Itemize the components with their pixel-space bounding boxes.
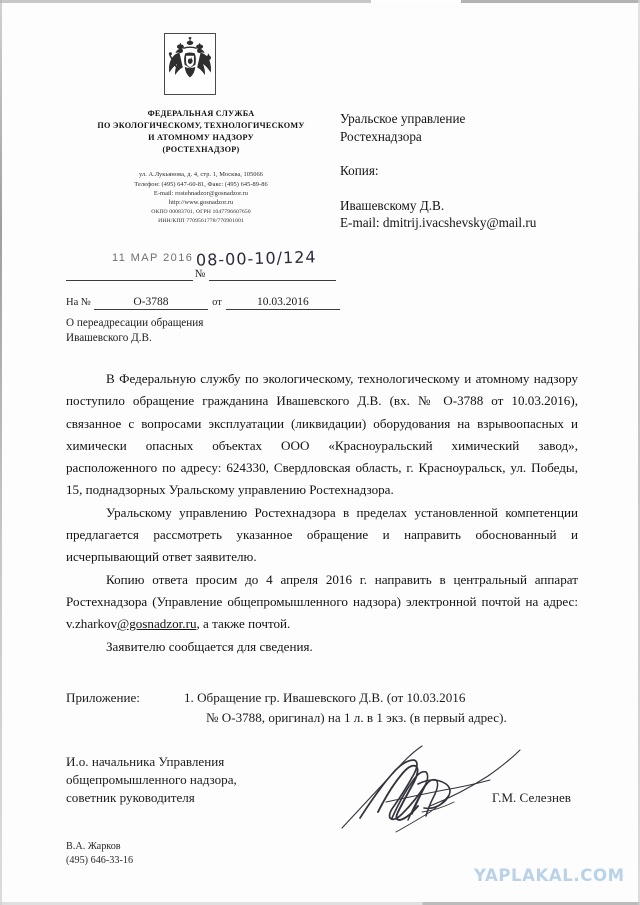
addressee-copy-email: E-mail: dmitrij.ivacshevsky@mail.ru (340, 215, 537, 230)
handwritten-signature (330, 740, 530, 835)
letterhead-okpo: ОКПО 00083701, ОГРН 1047796607650 (151, 208, 251, 215)
in-reply-number: О-3788 (94, 296, 208, 310)
subject-line-2: Ивашевского Д.В. (66, 331, 152, 344)
in-reply-date: 10.03.2016 (226, 296, 340, 310)
signatory-title-line-1: И.о. начальника Управления (66, 754, 225, 769)
russian-coat-of-arms-icon (164, 33, 216, 95)
subject-block (66, 316, 346, 345)
letterhead-title-line-1: ФЕДЕРАЛЬНАЯ СЛУЖБА (147, 109, 255, 118)
registration-number-rule (209, 270, 336, 281)
letterhead-phone: Телефон: (495) 647-60-81, Факс: (495) 645-89-86 (134, 180, 268, 188)
body-email-link[interactable]: @gosnadzor.ru (117, 616, 197, 632)
subject-line-1: О переадресации обращения (66, 317, 204, 329)
letterhead-email: E-mail: rostehnadzor@gosnadzor.ru (153, 189, 249, 197)
letterhead-inn-kpp: ИНН/КПП 7709561778/770901001 (158, 217, 244, 224)
watermark: YAPLAKAL.COM (474, 866, 625, 885)
attachment-content (184, 688, 578, 727)
registration-number-label: № (194, 268, 206, 280)
executor-phone: (495) 646-33-16 (66, 854, 134, 866)
attachment-line-2: № О-3788, оригинал) на 1 л. в 1 экз. (в первый адрес). (206, 709, 507, 725)
addressee-primary-line-1: Уральское управление (340, 111, 466, 126)
addressee-copy-label: Копия: (340, 163, 379, 178)
letterhead-title (72, 108, 330, 156)
letterhead-title-line-2: ПО ЭКОЛОГИЧЕСКОМУ, ТЕХНОЛОГИЧЕСКОМУ (97, 121, 305, 131)
in-reply-to-row (66, 296, 340, 310)
body-paragraph-3 (66, 569, 578, 636)
registration-number-row (66, 268, 336, 281)
registration-number-handwritten: 08-00-10/124 (195, 247, 317, 270)
addressee-spacer-2 (340, 180, 610, 197)
signatory-title-line-3: советник руководителя (66, 789, 195, 805)
signatory-title (66, 753, 237, 806)
letterhead-address: ул. А.Лукьянова, д. 4, стр. 1, Москва, 105066 (139, 171, 263, 179)
attachment-label: Приложение: (66, 690, 140, 705)
body-paragraph-3-text: Копию ответа просим до 4 апреля 2016 г. направить в центральный аппарат Ростехнадзора (Управление общепромышленного надзора) электронной почтой на адрес: v.zharkov (66, 571, 578, 632)
in-reply-date-label: от (212, 297, 222, 308)
registration-date-rule (66, 270, 193, 281)
attachment-block (66, 688, 578, 727)
addressee-copy-name: Ивашевскому Д.В. (340, 197, 445, 213)
registration-date-stamp: 11 МАР 2016 (112, 252, 194, 264)
letter-body (66, 368, 578, 658)
attachment-line-1: 1. Обращение гр. Ивашевского Д.В. (от 10.03.2016 (184, 690, 466, 705)
addressee-block (340, 110, 610, 232)
body-paragraph-4: Заявителю сообщается для сведения. (106, 638, 313, 654)
body-paragraph-1: В Федеральную службу по экологическому, технологическому и атомному надзору поступило обращение гражданина Ивашевского Д.В. (вх. № О-3788 от 10.03.2016), связанное с вопросами эксплуатации (ликвидации) оборудования на взрывоопасных и химически опасных объектах ООО «Красноуральский химический завод», расположенного по адресу: 624330, Свердловская область, г. Красноуральск, ул. Победы, 15, поднадзорных Уральскому управлению Ростехнадзора. (66, 371, 578, 498)
in-reply-label: На № (66, 297, 91, 308)
signatory-name: Г.М. Селезнев (492, 790, 571, 805)
scan-edge-top (0, 0, 640, 3)
signatory-title-line-2: общепромышленного надзора, (66, 771, 237, 787)
letterhead (72, 108, 330, 226)
body-paragraph-3-tail: , а также почтой. (196, 616, 291, 632)
executor-block (66, 840, 133, 867)
body-paragraph-2: Уральскому управлению Ростехнадзора в пределах установленной компетенции предлагается рассмотреть указанное обращение и направить обоснованный и исчерпывающий ответ заявителю. (66, 504, 578, 565)
executor-name: В.А. Жарков (66, 841, 121, 852)
letterhead-title-line-4: (РОСТЕХНАДЗОР) (162, 145, 240, 155)
letterhead-website: http://www.gosnadzor.ru (168, 199, 234, 207)
addressee-spacer (340, 145, 610, 162)
letterhead-contacts (72, 170, 330, 226)
letterhead-title-line-3: И АТОМНОМУ НАДЗОРУ (148, 133, 254, 143)
addressee-primary-line-2: Ростехнадзора (340, 128, 422, 144)
